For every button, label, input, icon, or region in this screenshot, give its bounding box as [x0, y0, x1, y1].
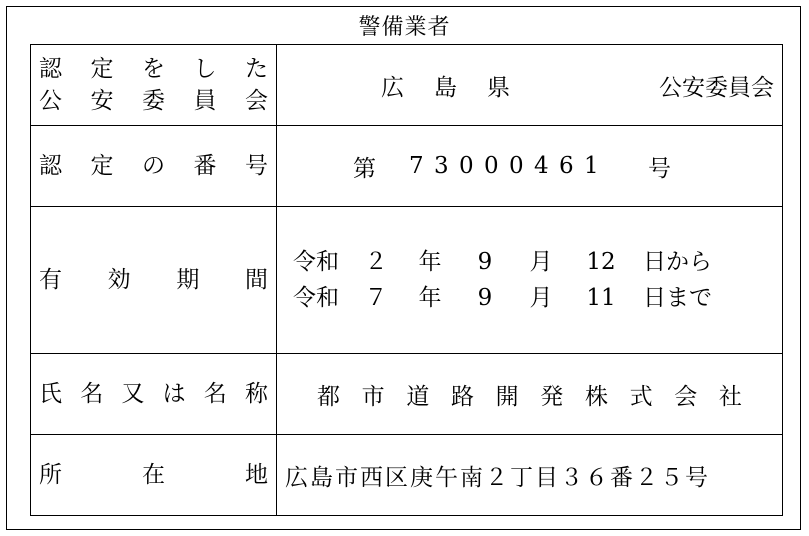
label-char: 称	[244, 381, 268, 407]
address-value-cell	[277, 435, 783, 516]
label-char: を	[142, 56, 165, 82]
number-digit: 7	[409, 153, 424, 179]
name-label-cell	[31, 354, 277, 435]
value-char: 県	[487, 74, 510, 101]
label-char: 委	[142, 88, 165, 114]
label-char: 在	[142, 462, 165, 488]
day-unit: 日まで	[643, 285, 712, 311]
label-char: 番	[193, 153, 217, 179]
label-char: 有	[39, 267, 62, 293]
address-row	[31, 435, 783, 516]
label-char: 公	[39, 88, 62, 114]
value-char: 式	[629, 383, 653, 410]
label-char: 所	[39, 462, 62, 488]
number-digit: 0	[484, 153, 499, 179]
issuer-row	[31, 45, 783, 126]
label-char: 期	[176, 267, 200, 293]
label-char: 名	[203, 381, 227, 407]
label-char: 氏	[39, 381, 62, 407]
label-char: は	[162, 381, 186, 407]
address-label-cell	[31, 435, 277, 516]
day-value: 12	[586, 249, 616, 275]
number-digit: 0	[459, 153, 474, 179]
document-title: 警備業者	[358, 15, 451, 40]
number-digit: 3	[434, 153, 449, 179]
period-end	[293, 280, 782, 316]
value-char: 社	[718, 383, 742, 410]
period-label-cell	[31, 207, 277, 354]
label-char: 号	[245, 153, 268, 179]
label-char: 又	[121, 381, 145, 407]
month-value: 9	[477, 285, 493, 311]
number-digit: 6	[559, 153, 574, 179]
number-row	[31, 126, 783, 207]
value-char: 広	[381, 74, 404, 101]
label-char: た	[245, 56, 268, 82]
number-digit: 1	[584, 153, 599, 179]
year-value: ７	[364, 285, 388, 311]
value-char: 道	[406, 383, 430, 410]
address-value: 広島市西区庚午南２丁目３６番２５号	[285, 464, 710, 491]
value-char: 会	[674, 383, 698, 410]
year-unit: 年	[418, 249, 442, 275]
value-char: 発	[540, 383, 564, 410]
month-value: 9	[477, 249, 493, 275]
period-row	[31, 207, 783, 354]
day-value: 11	[586, 285, 616, 311]
label-char: 地	[245, 462, 268, 488]
company-name	[277, 378, 782, 411]
value-char: 島	[434, 74, 457, 101]
label-char: 効	[107, 267, 131, 293]
month-unit: 月	[529, 285, 553, 311]
label-char: 定	[90, 153, 114, 179]
era: 令和	[293, 285, 339, 311]
label-char: 認	[39, 153, 62, 179]
period-value-cell	[277, 207, 783, 354]
label-char: 会	[245, 88, 268, 114]
name-row	[31, 354, 783, 435]
value-char: 開	[495, 383, 519, 410]
era: 令和	[293, 249, 339, 275]
issuer-value-cell	[277, 45, 783, 126]
issuer-prefecture	[381, 69, 510, 102]
day-unit: 日から	[643, 249, 712, 275]
month-unit: 月	[529, 249, 553, 275]
label-char: の	[142, 153, 165, 179]
certificate-table	[30, 44, 783, 516]
issuer-label-line2	[31, 85, 276, 117]
issuer-commission: 公安委員会	[659, 74, 774, 101]
value-char: 市	[361, 383, 385, 410]
label-char: し	[193, 56, 217, 82]
issuer-label-line1	[31, 53, 276, 85]
year-value: ２	[364, 249, 388, 275]
number-suffix: 号	[648, 155, 671, 182]
label-char: 名	[80, 381, 104, 407]
value-char: 路	[450, 383, 474, 410]
number-value-cell	[277, 126, 783, 207]
number-digit: 4	[534, 153, 549, 179]
issuer-label-cell	[31, 45, 277, 126]
number-prefix: 第	[353, 155, 376, 182]
label-char: 定	[90, 56, 114, 82]
number-digit: 0	[509, 153, 524, 179]
name-value-cell	[277, 354, 783, 435]
number-label-cell	[31, 126, 277, 207]
value-char: 都	[317, 383, 340, 410]
label-char: 間	[244, 267, 268, 293]
year-unit: 年	[418, 285, 442, 311]
period-start	[293, 244, 782, 280]
label-char: 認	[39, 56, 62, 82]
label-char: 安	[90, 88, 114, 114]
label-char: 員	[193, 88, 217, 114]
value-char: 株	[584, 383, 608, 410]
